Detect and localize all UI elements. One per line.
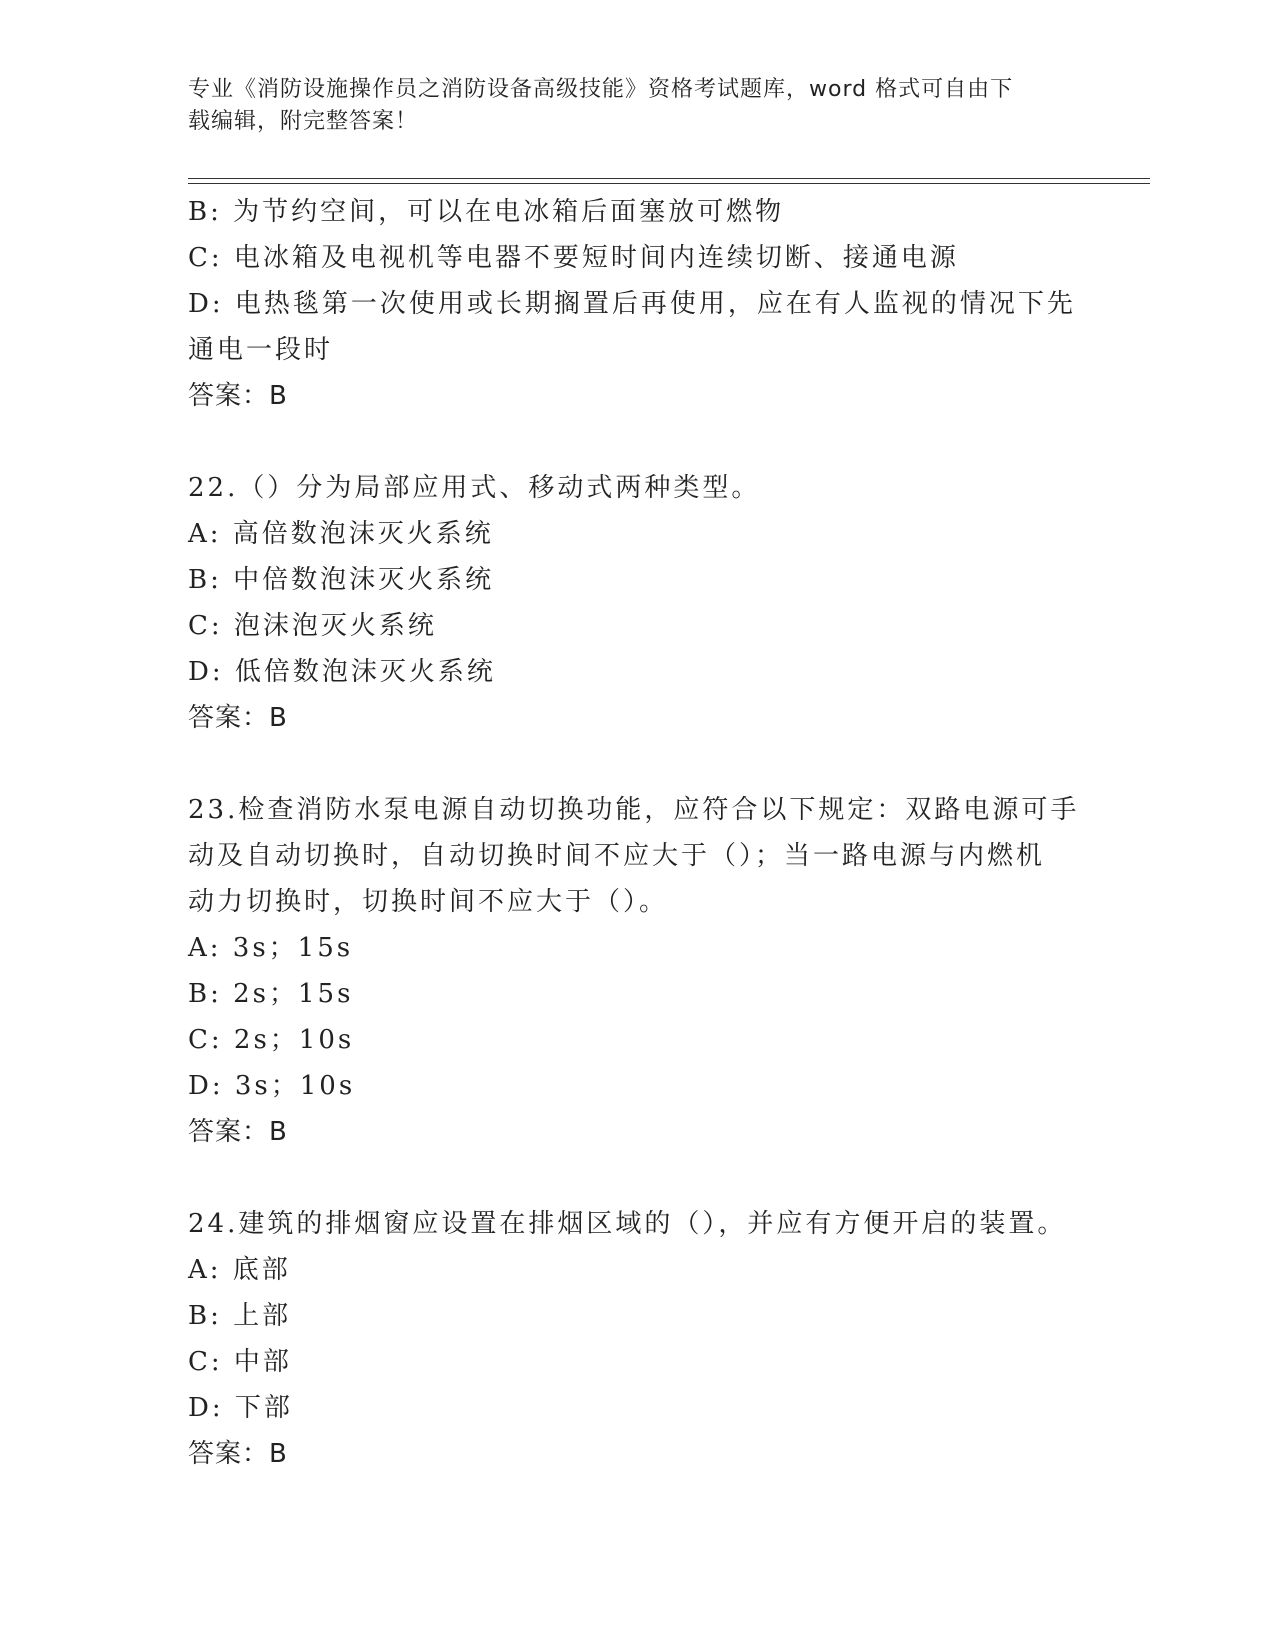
header-divider-top (188, 178, 1150, 179)
answer: 答案：B (188, 1439, 288, 1469)
question-21-partial (188, 189, 1088, 419)
option-c: C: 中部 (188, 1347, 292, 1377)
document-body (188, 189, 1088, 1477)
option-a: A: 底部 (188, 1255, 291, 1285)
header-line-2: 载编辑，附完整答案！ (188, 109, 419, 134)
question-text-line-2: 动及自动切换时，自动切换时间不应大于（）；当一路电源与内燃机 (188, 841, 1046, 871)
option-b: B: 为节约空间，可以在电冰箱后面塞放可燃物 (188, 197, 785, 227)
header-line-1: 专业《消防设施操作员之消防设备高级技能》资格考试题库，word 格式可自由下 (188, 77, 1014, 102)
option-d: D: 低倍数泡沫灭火系统 (188, 657, 496, 687)
spacer (188, 1155, 1088, 1201)
answer: 答案：B (188, 381, 288, 411)
spacer (188, 419, 1088, 465)
option-d: D: 3s；10s (188, 1071, 356, 1101)
question-22 (188, 465, 1088, 741)
document-header (188, 74, 1068, 138)
option-b: B: 中倍数泡沫灭火系统 (188, 565, 495, 595)
option-a: A: 高倍数泡沫灭火系统 (188, 519, 494, 549)
header-divider-bottom (188, 183, 1150, 184)
option-b: B: 2s；15s (188, 979, 354, 1009)
question-23 (188, 787, 1088, 1155)
question-24 (188, 1201, 1088, 1477)
option-b: B: 上部 (188, 1301, 292, 1331)
question-text: 24.建筑的排烟窗应设置在排烟区域的（），并应有方便开启的装置。 (188, 1209, 1067, 1239)
option-c: C: 2s；10s (188, 1025, 355, 1055)
question-text-line-3: 动力切换时，切换时间不应大于（）。 (188, 887, 669, 917)
question-text: 22.（）分为局部应用式、移动式两种类型。 (188, 473, 761, 503)
option-c: C: 电冰箱及电视机等电器不要短时间内连续切断、接通电源 (188, 243, 959, 273)
spacer (188, 741, 1088, 787)
option-d-line-1: D: 电热毯第一次使用或长期搁置后再使用，应在有人监视的情况下先 (188, 289, 1076, 319)
answer: 答案：B (188, 703, 288, 733)
option-a: A: 3s；15s (188, 933, 354, 963)
answer: 答案：B (188, 1117, 288, 1147)
question-text-line-1: 23.检查消防水泵电源自动切换功能，应符合以下规定：双路电源可手 (188, 795, 1080, 825)
option-d-line-2: 通电一段时 (188, 335, 334, 365)
option-d: D: 下部 (188, 1393, 293, 1423)
option-c: C: 泡沫泡灭火系统 (188, 611, 437, 641)
